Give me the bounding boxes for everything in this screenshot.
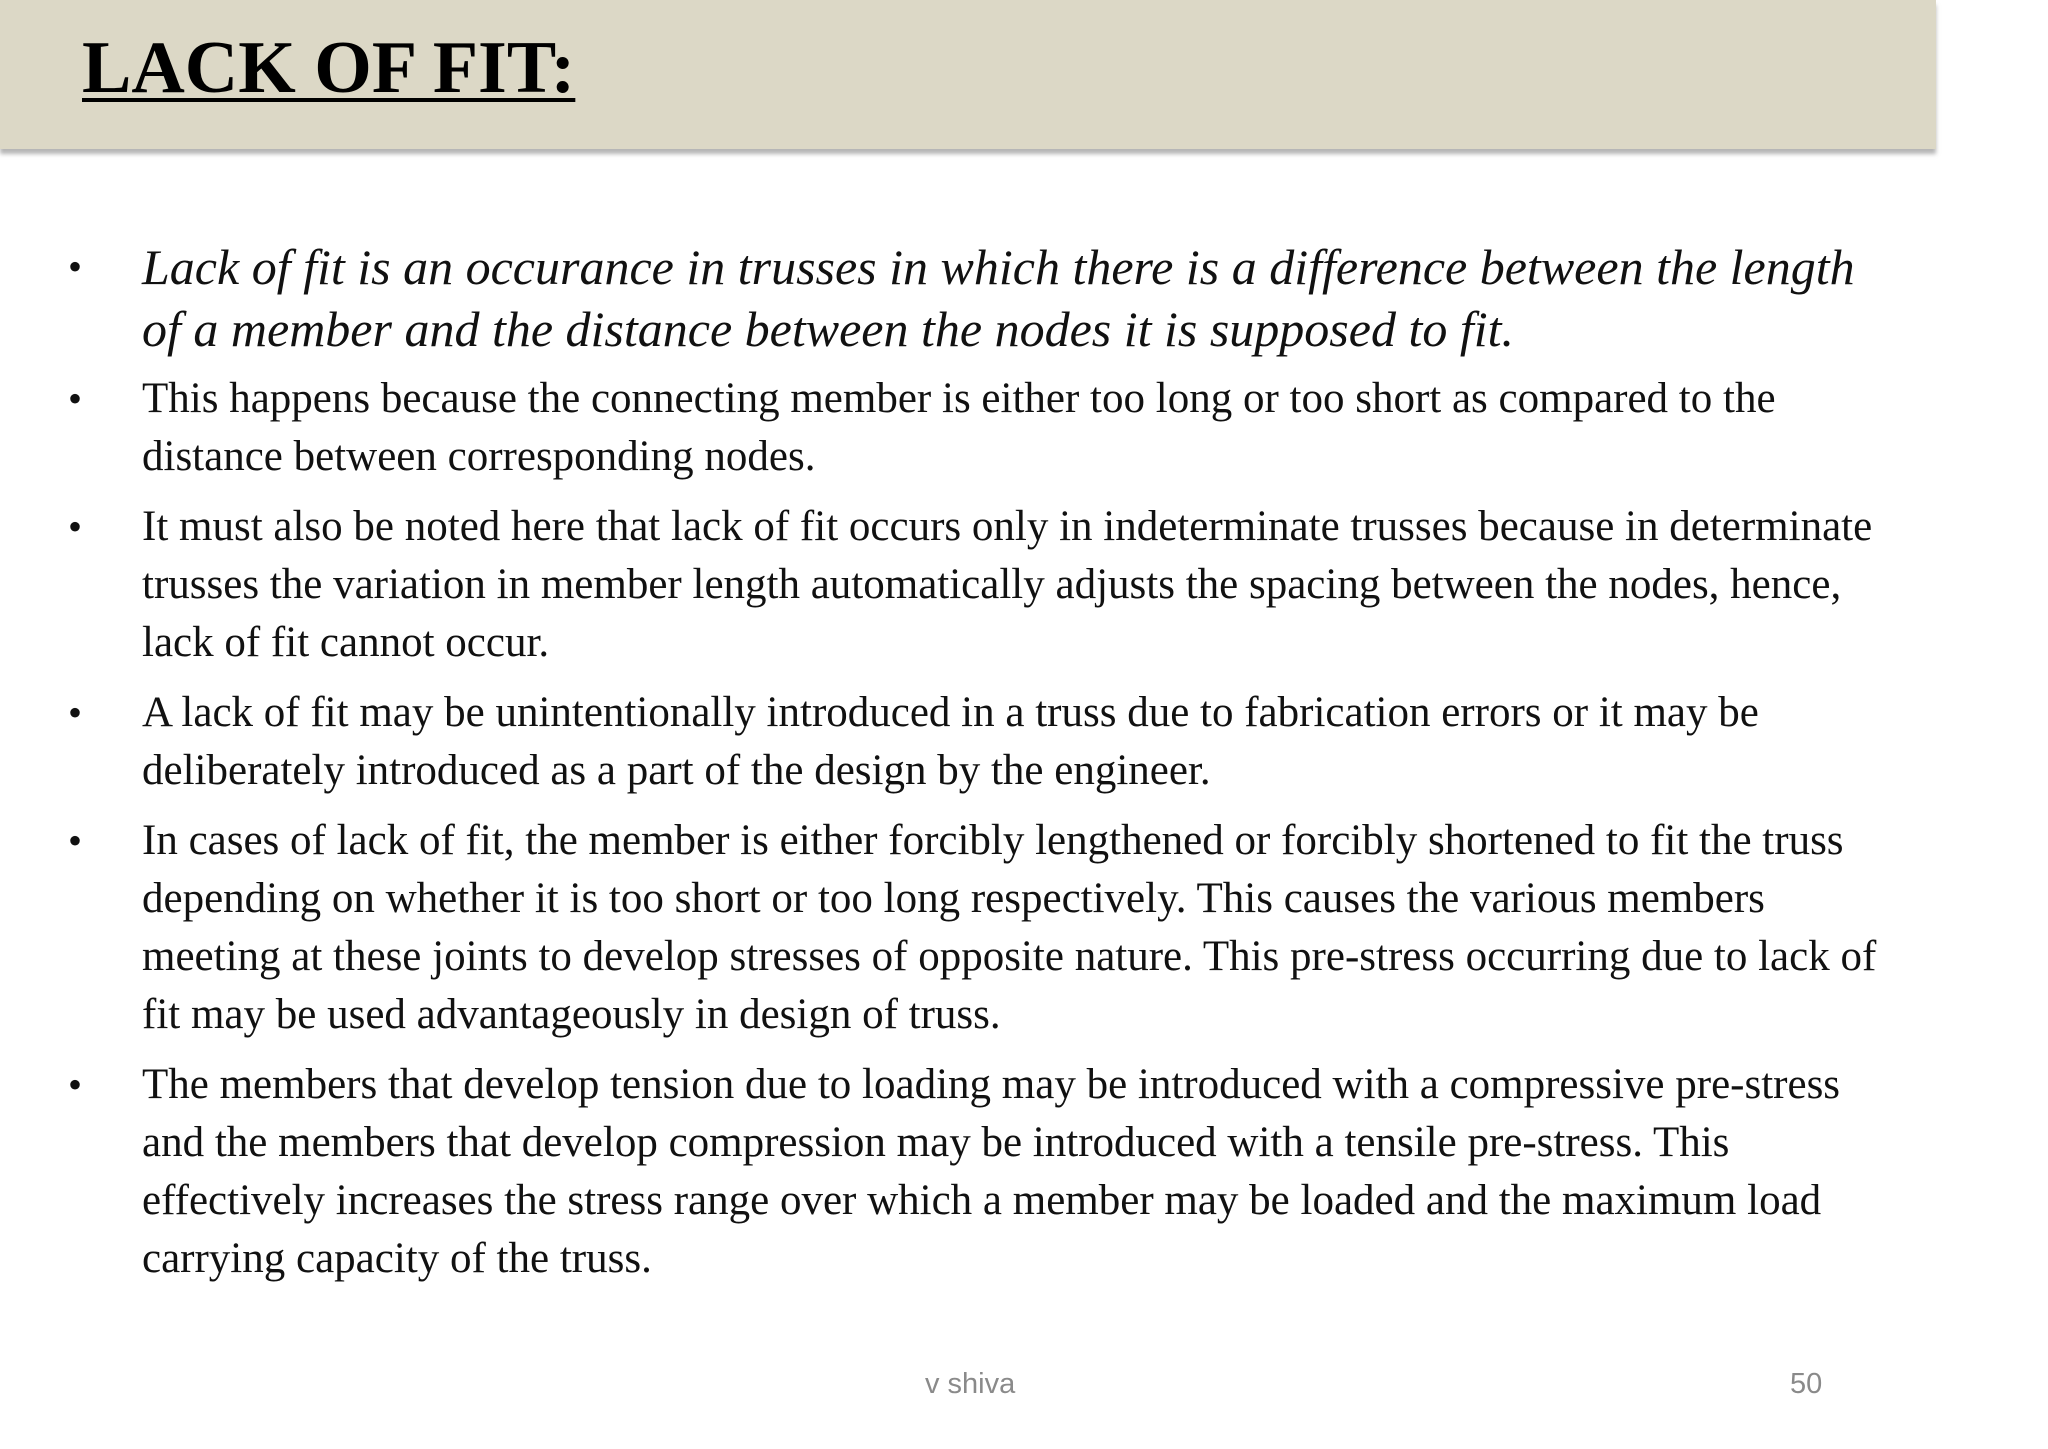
bullet-text: A lack of fit may be unintentionally introduced in a truss due to fabrication errors or it may be deliberately introduced as a part of the design by the engineer. (142, 689, 1759, 794)
bullet-text: Lack of fit is an occurance in trusses in which there is a difference between the length of a member and the distance between the nodes it is supposed to fit. (142, 239, 1855, 357)
bullet-icon: • (68, 690, 83, 735)
bullet-icon: • (68, 1062, 83, 1107)
bullet-item-capacity (60, 1056, 1890, 1288)
page-number: 50 (1790, 1368, 1823, 1400)
title-bar (0, 0, 1936, 149)
bullet-item-cause (60, 370, 1890, 486)
footer-author: v shiva (925, 1368, 1016, 1400)
bullet-item-indeterminate (60, 498, 1890, 672)
bullet-icon: • (68, 818, 83, 863)
bullet-text: The members that develop tension due to loading may be introduced with a compressive pre-stress and the members that develop compression may be introduced with a tensile pre-stress. This effectively increases the stress range over which a member may be loaded and the maximum load carrying capacity of the truss. (142, 1061, 1841, 1282)
bullet-item-prestress (60, 812, 1890, 1044)
bullet-list (60, 236, 1890, 1300)
slide-title: LACK OF FIT: (82, 27, 576, 109)
bullet-text: This happens because the connecting member is either too long or too short as compared to the distance between corresponding nodes. (142, 375, 1776, 480)
bullet-text: In cases of lack of fit, the member is either forcibly lengthened or forcibly shortened to fit the truss depending on whether it is too short or too long respectively. This causes the various members meeting at these joints to develop stresses of opposite nature. This pre-stress occurring due to lack of fit may be used advantageously in design of truss. (142, 817, 1877, 1038)
bullet-icon: • (68, 244, 83, 289)
bullet-text: It must also be noted here that lack of fit occurs only in indeterminate trusses because in determinate trusses the variation in member length automatically adjusts the spacing between the nodes, hence, lack of fit cannot occur. (142, 503, 1873, 666)
bullet-icon: • (68, 504, 83, 549)
bullet-item-definition (60, 236, 1890, 360)
bullet-item-introduction (60, 684, 1890, 800)
bullet-icon: • (68, 376, 83, 421)
